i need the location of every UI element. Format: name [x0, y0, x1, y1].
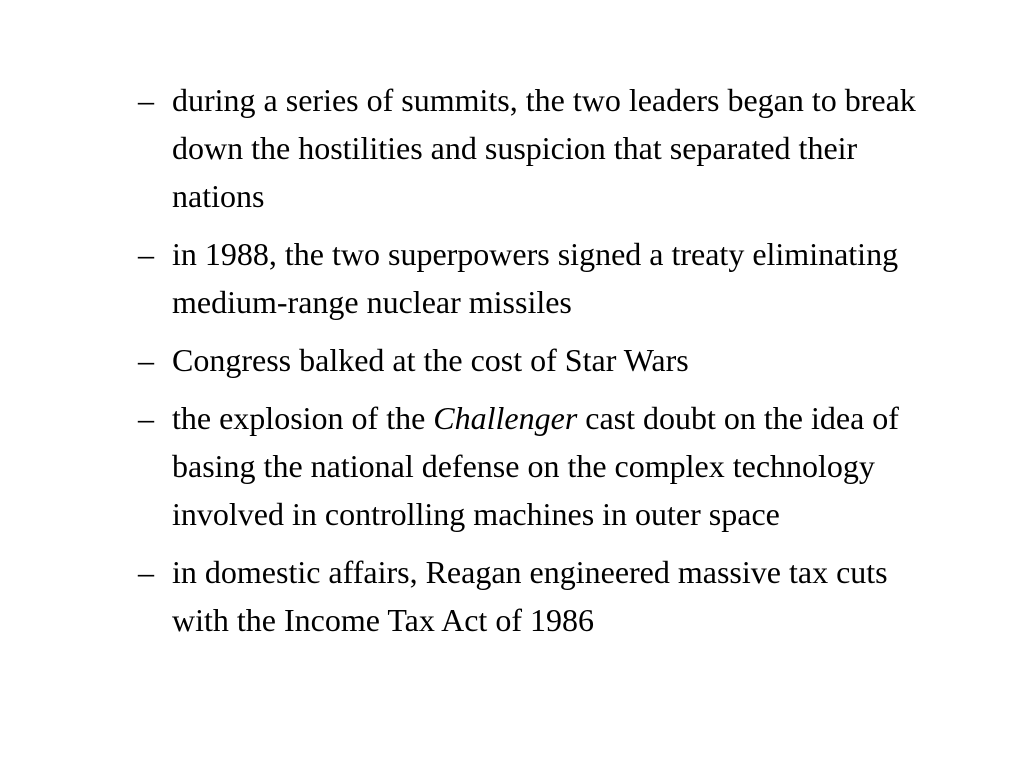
- bullet-text: in domestic affairs, Reagan engineered massive tax cuts with the Income Tax Act of 1986: [172, 554, 888, 638]
- bullet-text-after: cast doubt on the idea of basing the national defense on the complex technology involved in controlling machines in outer space: [172, 400, 899, 532]
- bullet-text-before: the explosion of the: [172, 400, 434, 436]
- bullet-text: Congress balked at the cost of Star Wars: [172, 342, 689, 378]
- list-item: [138, 230, 938, 326]
- challenger-italic: Challenger: [433, 400, 578, 436]
- dash-bullet-icon: –: [138, 554, 154, 590]
- list-item: [138, 336, 938, 384]
- dash-bullet-icon: –: [138, 400, 154, 436]
- dash-bullet-icon: –: [138, 236, 154, 272]
- dash-bullet-icon: –: [138, 342, 154, 378]
- list-item: [138, 394, 938, 538]
- bullet-text: [172, 400, 899, 532]
- bullet-list: [138, 76, 938, 654]
- list-item: [138, 76, 938, 220]
- bullet-text: in 1988, the two superpowers signed a treaty eliminating medium-range nuclear missiles: [172, 236, 899, 320]
- list-item: [138, 548, 938, 644]
- bullet-text: during a series of summits, the two leaders began to break down the hostilities and suspicion that separated their nations: [172, 82, 916, 214]
- dash-bullet-icon: –: [138, 82, 154, 118]
